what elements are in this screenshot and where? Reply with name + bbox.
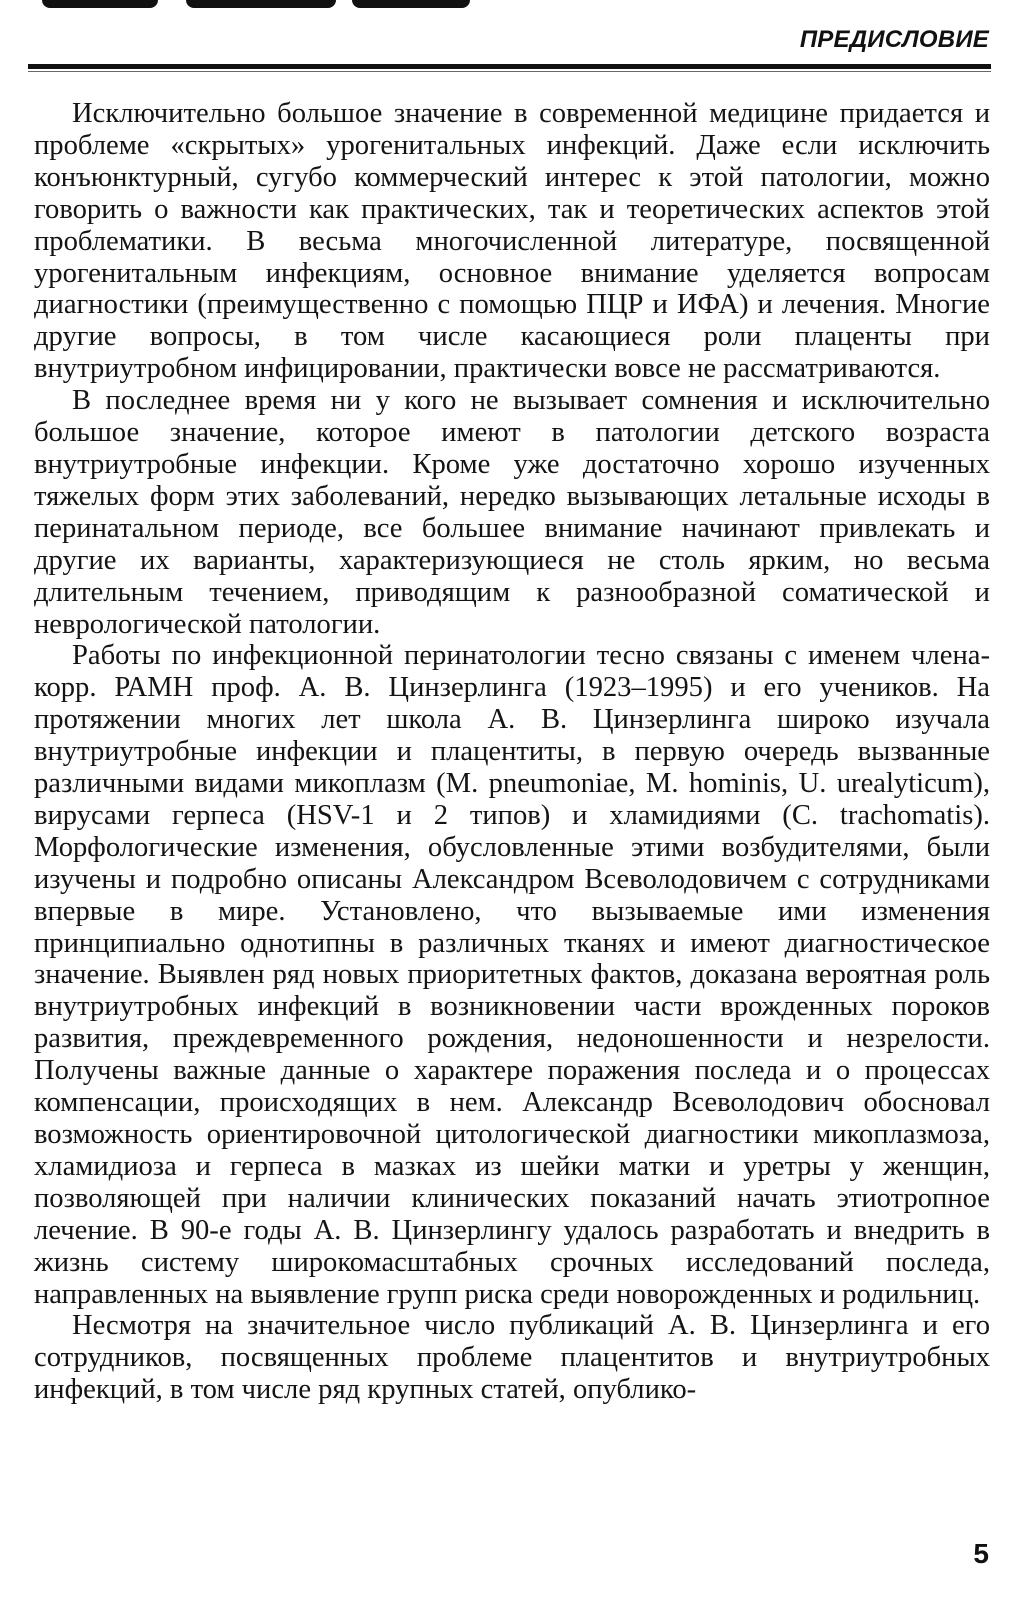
paragraph: Исключительно большое значение в современной медицине придается и проблеме «скрытых» урогенитальных инфекций. Даже если исключить конъюнктурный, сугубо коммерческий интерес к этой патологии, можно говорить о важности как практических, так и теоретических аспектов этой проблематики. В весьма многочисленной литературе, посвященной урогенитальным инфекциям, основное внимание уделяется вопросам диагностики (преимущественно с помощью ПЦР и ИФА) и лечения. Многие другие вопросы, в том числе касающиеся роли плаценты при внутриутробном инфицировании, практически вовсе не рассматриваются. bbox=[34, 98, 990, 385]
paragraph: Работы по инфекционной перинатологии тесно связаны с именем члена-корр. РАМН проф. А. В. Цинзерлинга (1923–1995) и его учеников. На протяжении многих лет школа А. В. Цинзерлинга широко изучала внутриутробные инфекции и плацентиты, в первую очередь вызванные различными видами микоплазм (M. pneumoniae, M. hominis, U. urealyticum), вирусами герпеса (HSV-1 и 2 типов) и хламидиями (C. trachomatis). Морфологические изменения, обусловленные этими возбудителями, были изучены и подробно описаны Александром Всеволодовичем с сотрудниками впервые в мире. Установлено, что вызываемые ими изменения принципиально однотипны в различных тканях и имеют диагностическое значение. Выявлен ряд новых приоритетных фактов, доказана вероятная роль внутриутробных инфекций в возникновении части врожденных пороков развития, преждевременного рождения, недоношенности и незрелости. Получены важные данные о характере поражения последа и о процессах компенсации, происходящих в нем. Александр Всеволодович обосновал возможность ориентировочной цитологической диагностики микоплазмоза, хламидиоза и герпеса в мазках из шейки матки и уретры у женщин, позволяющей при наличии клинических показаний начать этиотропное лечение. В 90-е годы А. В. Цинзерлингу удалось разработать и внедрить в жизнь систему широкомасштабных срочных исследований последа, направленных на выявление групп риска среди новорожденных и родильниц. bbox=[34, 640, 990, 1310]
header-tab-decoration bbox=[42, 0, 158, 8]
paragraph: В последнее время ни у кого не вызывает сомнения и исключительно большое значение, которое имеют в патологии детского возраста внутриутробные инфекции. Кроме уже достаточно хорошо изученных тяжелых форм этих заболеваний, нередко вызывающих летальные исходы в перинатальном периоде, все большее внимание начинают привлекать и другие их варианты, характеризующиеся не столь ярким, но весьма длительным течением, приводящим к разнообразной соматической и неврологической патологии. bbox=[34, 385, 990, 640]
running-title: ПРЕДИСЛОВИЕ bbox=[799, 26, 989, 53]
header-tab-decoration bbox=[352, 0, 470, 8]
header-rule bbox=[28, 64, 991, 69]
header-rule-thin bbox=[28, 71, 991, 72]
body-text bbox=[34, 98, 990, 1406]
header-tab-decoration bbox=[186, 0, 336, 8]
paragraph: Несмотря на значительное число публикаций А. В. Цинзерлинга и его сотрудников, посвященных проблеме плацентитов и внутриутробных инфекций, в том числе ряд крупных статей, опублико- bbox=[34, 1310, 990, 1406]
page-number: 5 bbox=[973, 1538, 989, 1569]
